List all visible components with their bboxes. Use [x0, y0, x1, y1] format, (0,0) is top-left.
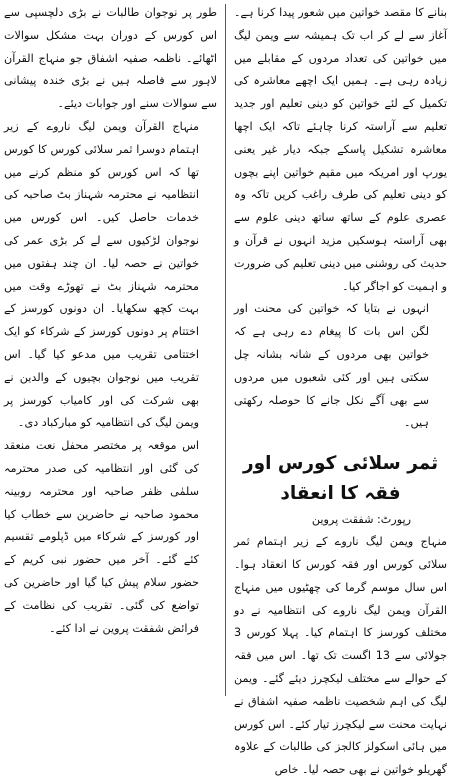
article-paragraph: منہاج القرآن ویمن لیگ ناروے کے زیر اہتمام دوسرا ثمر سلائی کورس کا کورس تھا کہ اس کورس کو منظم کرنے میں انتظامیہ نے محترمہ شہناز بٹ صاحبہ کی خدمات حاصل کیں۔ اس کورس میں نوجوان لڑکیوں سے لے کر بڑی عمر کی خواتین نے حصہ لیا۔ ان چند ہفتوں میں محترمہ شہناز بٹ نے تھوڑے وقت میں بہت کچھ سکھایا۔ ان دونوں کورسز کے اختتام پر دونوں کورسز کے شرکاء کو ایک اختتامی تقریب میں مدعو کیا گیا۔ اس تقریب میں نوجوان بچیوں کے والدین نے بھی شرکت کی اور کامیاب کورسز پر ویمن لیگ کی انتظامیہ کو مبارکباد دی۔	[4, 119, 199, 430]
article-byline: رپورٹ: شفقت پروین	[311, 513, 411, 527]
article-paragraph: اس موقعہ پر مختصر محفل نعت منعقد کی گئی اور انتظامیہ کی صدر محترمہ سلمٰی ظفر صاحبہ اور محترمہ روبینہ محمود صاحبہ نے حاضرین سے خطاب کیا اور کورسز کے شرکاء میں ڈپلومے تقسیم کئے گئے۔ آخر میں حضور نبی کریم کے حضور سلام پیش کیا گیا اور حاضرین کی تواضع کی گئی۔ تقریب کی نظامت کے فرائض شفقت پروین نے ادا کئے۔	[4, 439, 199, 635]
left-column	[4, 2, 217, 640]
article-paragraph: منہاج ویمن لیگ ناروے کے زیر اہتمام ثمر سلائی کورس اور فقہ کورس کا انعقاد ہوا۔ اس سال موسم گرما کی چھٹیوں میں منہاج القرآن ویمن لیگ ناروے کی انتظامیہ نے دو مختلف کورسز کا اہتمام کیا۔ پہلا کورس 3 جولائی سے 13 اگست تک تھا۔ اس میں فقہ کے حوالے سے مختلف لیکچرز دیئے گئے۔ ویمن لیگ کی اہم شخصیت ناظمہ صفیہ اشفاق نے نہایت محنت سے لیکچرز تیار کئے۔ اس کورس میں ہائی اسکولز کالجز کی طالبات کے علاوہ گھریلو خواتین نے بھی حصہ لیا۔ خاص	[234, 535, 447, 777]
article-paragraph: طور پر نوجوان طالبات نے بڑی دلچسپی سے اس کورس کے دوران بہت مشکل سوالات اٹھائے۔ ناظمہ صفیہ اشفاق جو منہاج القرآن لاہور سے فاصلہ ہیں نے بڑی خندہ پیشانی سے سوالات سنے اور جوابات دیئے۔	[4, 6, 217, 111]
article-paragraph: بنانے کا مقصد خواتین میں شعور پیدا کرنا ہے۔ آغاز سے لے کر اب تک ہمیشہ سے ویمن لیگ میں خواتین کی تعداد مردوں کے مقابلے میں زیادہ رہی ہے۔ ہمیں ایک اچھے معاشرہ کی تکمیل کے لئے خواتین کو دینی تعلیم اور جدید تعلیم سے آراستہ کرنا چاہئے تاکہ ایک اچھا معاشرہ تشکیل پاسکے جبکہ دیار غیر یعنی یورپ اور امریکہ میں مقیم خواتین اپنے بچوں کو دینی تعلیم کی طرف راغب کریں تاکہ وہ عصری علوم کے ساتھ ساتھ دینی علوم سے بھی آراستہ ہوسکیں مزید انہوں نے قرآن و حدیث کی روشنی میں دینی تعلیم کی ضرورت و اہمیت کو اجاگر کیا۔	[234, 6, 447, 293]
right-column	[234, 2, 447, 782]
column-divider	[225, 4, 226, 696]
article-paragraph: انہوں نے بتایا کہ خواتین کی محنت اور لگن اس بات کا پیغام دے رہی ہے کہ خواتین بھی مردوں کے شانہ بشانہ چل سکتی ہیں اور کئی شعبوں میں مردوں سے بھی آگے نکل جانے کا حوصلہ رکھتی ہیں۔	[234, 302, 429, 430]
article-headline: ثمر سلائی کورس اور فقہ کا انعقاد	[242, 453, 439, 505]
